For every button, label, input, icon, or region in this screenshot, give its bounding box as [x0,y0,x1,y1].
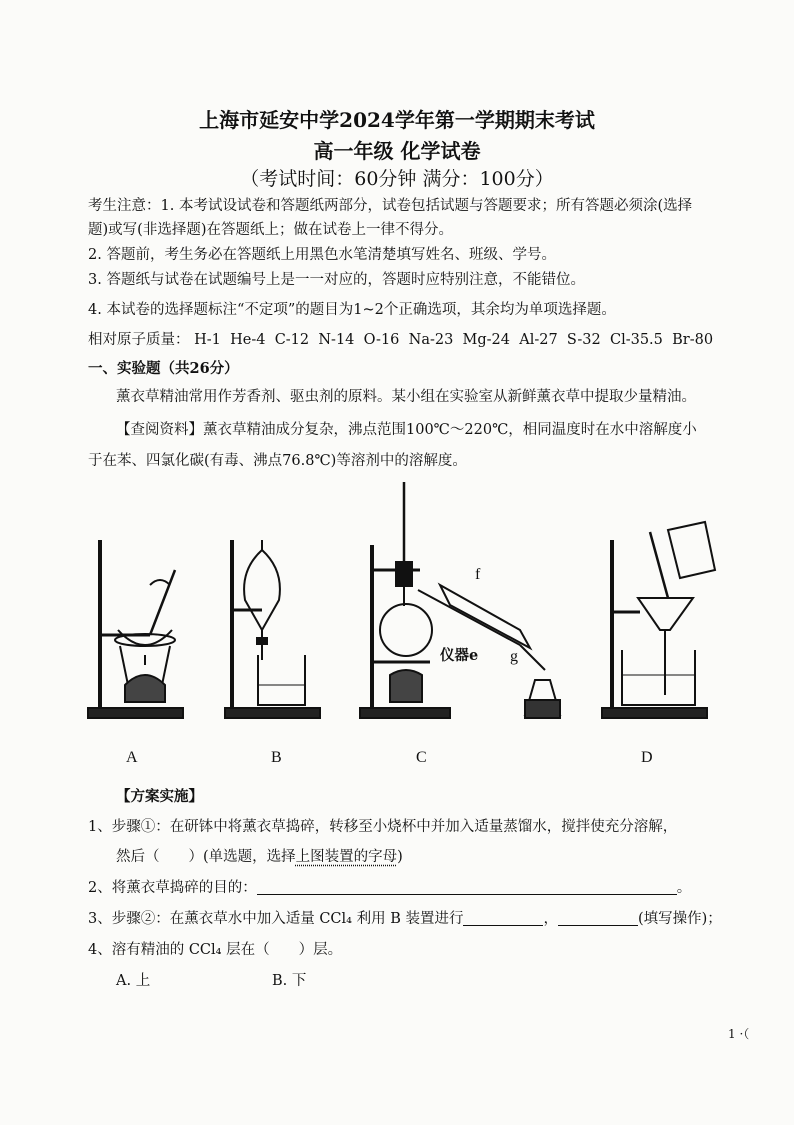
figure-label-a: A [126,749,138,766]
q3-answer-blank-2[interactable] [558,909,638,926]
q3-sep: ， [543,911,558,927]
figure-label-d: D [641,749,653,766]
figure-label-b: B [271,749,282,766]
note-line-1b: 题)或写(非选择题)在答题纸上；做在试卷上一律不得分。 [88,222,453,238]
info-line-2: 于在苯、四氯化碳(有毒、沸点76.8℃)等溶剂中的溶解度。 [88,453,467,469]
label-g: g [510,648,518,665]
info-line-1: 【查阅资料】薰衣草精油成分复杂，沸点范围100℃～220℃，相同温度时在水中溶解度小 [116,422,697,438]
q2-end: 。 [676,880,692,896]
atomic-mass-item: Cl-35.5 [609,332,663,348]
atomic-masses [88,328,713,349]
q1-emphasis: 上图装置的字母 [295,849,398,865]
q1-pre: 然后（ ）(单选题，选择 [116,849,296,865]
apparatus-d [602,522,715,718]
apparatus-c [360,482,560,718]
option-b[interactable]: B. 下 [272,973,307,989]
atomic-mass-item: H-1 [194,332,221,348]
question-1-line-1: 1、步骤①：在研钵中将薰衣草捣碎，转移至小烧杯中并加入适量蒸馏水，搅拌使充分溶解， [88,819,678,835]
exam-title: 上海市延安中学2024学年第一学期期末考试 [199,108,595,132]
atomic-mass-item: S-32 [566,332,601,348]
atomic-mass-item: He-4 [230,332,266,348]
option-a[interactable]: A. 上 [116,973,151,989]
q3-answer-blank-1[interactable] [463,909,543,926]
atomic-mass-item: C-12 [274,332,310,348]
q3-pre: 3、步骤②：在薰衣草水中加入适量 CCl₄ 利用 B 装置进行 [88,911,464,927]
section-heading: 一、实验题（共26分） [88,360,239,377]
atomic-mass-item: Br-80 [672,332,714,348]
exam-subtitle: 高一年级 化学试卷 [313,139,481,163]
question-3 [88,907,722,928]
atomic-mass-item: Na-23 [408,332,454,348]
exam-info: （考试时间：60分钟 满分：100分） [240,168,554,190]
plan-heading: 【方案实施】 [116,788,203,805]
atomic-mass-item: N-14 [318,332,355,348]
section-intro: 薰衣草精油常用作芳香剂、驱虫剂的原料。某小组在实验室从新鲜薰衣草中提取少量精油。 [116,389,696,405]
q1-post: ) [397,849,403,865]
q2-answer-blank[interactable] [257,878,677,895]
q2-text: 2、将薰衣草捣碎的目的： [88,880,257,896]
question-4: 4、溶有精油的 CCl₄ 层在（ ）层。 [88,942,343,958]
question-1-line-2 [116,845,403,866]
note-line-2: 2. 答题前，考生务必在答题纸上用黑色水笔清楚填写姓名、班级、学号。 [88,247,556,263]
atomic-mass-item: O-16 [363,332,400,348]
page-number: 1 ·（ [728,1027,750,1041]
question-2 [88,876,691,897]
apparatus-b [225,540,320,718]
note-line-1: 考生注意：1. 本考试设试卷和答题纸两部分，试卷包括试题与答题要求；所有答题必须涂(选择 [88,198,693,214]
atomic-mass-item: Mg-24 [462,332,511,348]
figure-label-c: C [416,749,427,766]
note-line-3: 3. 答题纸与试卷在试题编号上是一一对应的，答题时应特别注意，不能错位。 [88,272,585,288]
atomic-mass-item: Al-27 [519,332,558,348]
label-instrument-e: 仪器e [440,647,479,664]
note-line-4: 4. 本试卷的选择题标注“不定项”的题目为1~2个正确选项，其余均为单项选择题。 [88,302,616,318]
apparatus-a [88,540,183,718]
q3-post: (填写操作)； [637,911,722,927]
apparatus-figure [0,470,794,770]
atomic-masses-label: 相对原子质量： [88,332,190,348]
label-f: f [475,566,481,583]
